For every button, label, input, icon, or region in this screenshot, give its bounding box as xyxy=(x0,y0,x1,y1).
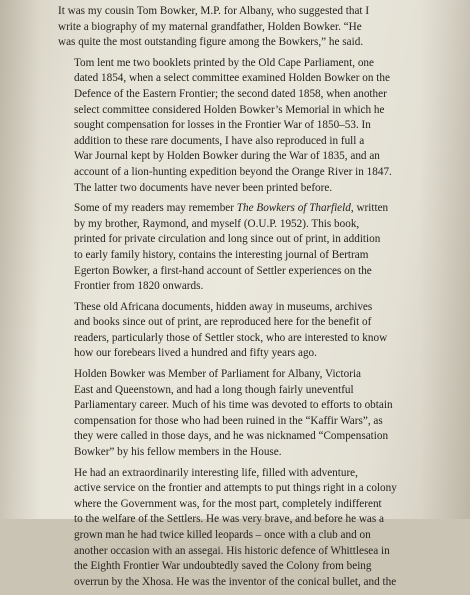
text-line: active service on the frontier and attempts to put things right in a colony xyxy=(74,482,397,495)
text-line: to the welfare of the Settlers. He was very brave, and before he was a xyxy=(74,513,385,526)
text-line: select committee considered Holden Bowker’s Memorial in which he xyxy=(74,103,385,116)
text-line: East and Queenstown, and had a long though fairly uneventful xyxy=(74,383,354,396)
text-line: Egerton Bowker, a first-hand account of Settler experiences on the xyxy=(74,264,372,277)
body-text xyxy=(58,4,436,595)
text-line: He had an extraordinarily interesting life, filled with adventure, xyxy=(74,466,358,479)
text-line: overrun by the Xhosa. He was the inventor of the conical bullet, and the xyxy=(74,575,397,588)
text-line: These old Africana documents, hidden away in museums, archives xyxy=(74,300,373,313)
text-line: by my brother, Raymond, and myself (O.U.P. 1952). This book, xyxy=(74,217,360,230)
paragraph-2 xyxy=(58,56,436,196)
paragraph-1 xyxy=(58,4,436,51)
text-line: The latter two documents have never been printed before. xyxy=(74,181,333,194)
page-shadow-left xyxy=(0,0,40,519)
text-line: Defence of the Eastern Frontier; the second dated 1858, when another xyxy=(74,87,387,100)
text-line: Parliamentary career. Much of his time was devoted to efforts to obtain xyxy=(74,399,393,412)
paragraph-4 xyxy=(58,300,436,362)
text-line: account of a lion-hunting expedition beyond the Orange River in 1847. xyxy=(74,165,392,178)
paragraph-6 xyxy=(58,466,436,591)
text-line: to early family history, contains the interesting journal of Bertram xyxy=(74,248,369,261)
text-line: was quite the most outstanding figure among the Bowkers,” he said. xyxy=(58,36,364,49)
text-line: Bowker” by his fellow members in the House. xyxy=(74,446,282,459)
text-line: another occasion with an assegai. His historic defence of Whittlesea in xyxy=(74,544,390,557)
text-line xyxy=(58,201,436,217)
text-line: how our forebears lived a hundred and fifty years ago. xyxy=(74,347,317,360)
text-line: Frontier from 1820 onwards. xyxy=(74,280,204,293)
text-line: Holden Bowker was Member of Parliament for Albany, Victoria xyxy=(74,368,362,381)
text-line: It was my cousin Tom Bowker, M.P. for Albany, who suggested that I xyxy=(58,5,370,17)
book-title: The Bowkers of Tharfield xyxy=(236,202,351,215)
text-line: readers, particularly those of Settler stock, who are interested to know xyxy=(74,331,388,344)
text-line: War Journal kept by Holden Bowker during the War of 1835, and an xyxy=(74,150,380,163)
text-line: printed for private circulation and long since out of print, in addition xyxy=(74,233,381,246)
text-line: compensation for those who had been ruined in the “Kaffir Wars”, as xyxy=(74,414,383,427)
paragraph-5 xyxy=(58,367,436,461)
text-line: Tom lent me two booklets printed by the Old Cape Parliament, one xyxy=(74,56,374,69)
text-line: addition to these rare documents, I have also reproduced in full a xyxy=(74,134,365,147)
text-line: where the Government was, for the most part, completely indifferent xyxy=(74,497,382,510)
text-run: , written xyxy=(350,202,389,215)
text-line: dated 1854, when a select committee examined Holden Bowker on the xyxy=(74,72,390,85)
text-line: and books since out of print, are reproduced here for the benefit of xyxy=(74,316,372,329)
text-line: the Eighth Frontier War undoubtedly saved the Colony from being xyxy=(74,560,372,573)
text-line: grown man he had twice killed leopards – once with a club and on xyxy=(74,529,371,541)
text-line: they were called in those days, and he was nicknamed “Compensation xyxy=(74,430,389,443)
text-run: Some of my readers may remember xyxy=(74,202,237,215)
paragraph-3 xyxy=(58,201,436,295)
text-line: sought compensation for losses in the Frontier War of 1850–53. In xyxy=(74,119,371,132)
text-line: write a biography of my maternal grandfather, Holden Bowker. “He xyxy=(58,20,362,33)
